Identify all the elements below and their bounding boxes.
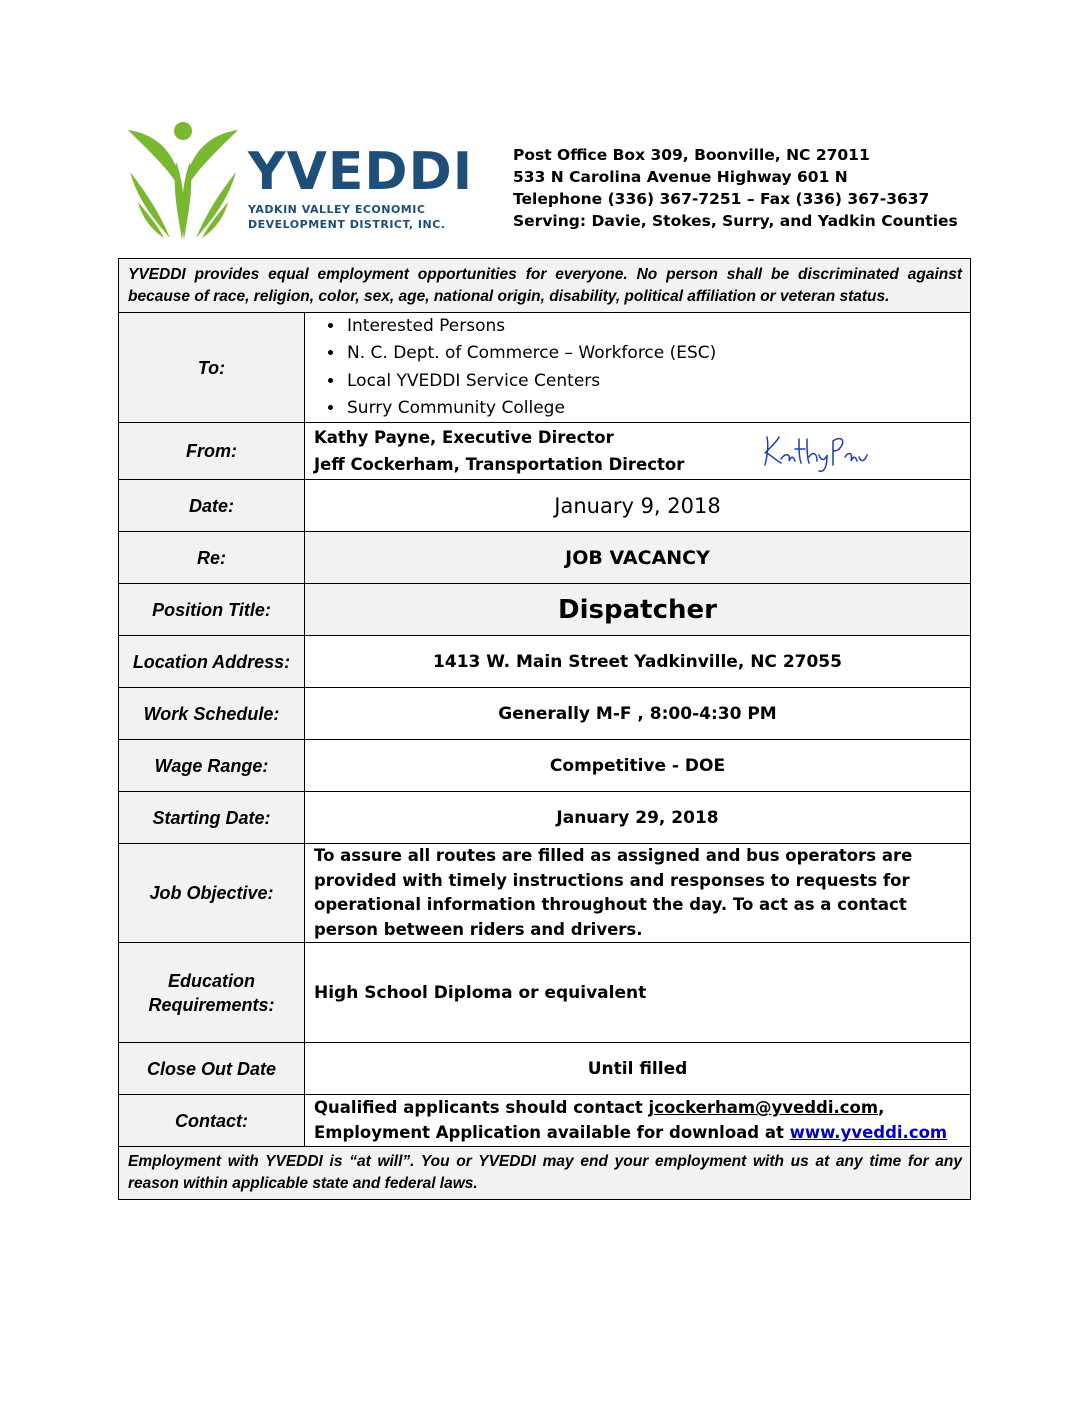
start-date-label: Starting Date: [119, 792, 305, 844]
date-row [119, 480, 971, 532]
location-value: 1413 W. Main Street Yadkinville, NC 27055 [305, 636, 971, 688]
address-line: Post Office Box 309, Boonville, NC 27011 [513, 146, 870, 164]
logo-subtitle-line1: YADKIN VALLEY ECONOMIC [248, 203, 426, 216]
logo-subtitle [248, 202, 445, 232]
re-label: Re: [119, 532, 305, 584]
date-value: January 9, 2018 [305, 480, 971, 532]
yveddi-logo [126, 122, 474, 240]
education-label-line1: Education [167, 970, 255, 991]
date-label: Date: [119, 480, 305, 532]
contact-label: Contact: [119, 1095, 305, 1147]
from-label: From: [119, 423, 305, 480]
from-line: Kathy Payne, Executive Director [314, 428, 614, 448]
wage-value: Competitive - DOE [305, 740, 971, 792]
start-date-value: January 29, 2018 [305, 792, 971, 844]
at-will-notice: Employment with YVEDDI is “at will”. You or YVEDDI may end your employment with us at any time for any reason within applicable state and federal laws. [119, 1147, 971, 1200]
logo-name: YVEDDI [248, 142, 474, 202]
contact-text: Qualified applicants should contact [314, 1098, 649, 1118]
location-label: Location Address: [119, 636, 305, 688]
schedule-value: Generally M-F , 8:00-4:30 PM [305, 688, 971, 740]
logo-subtitle-line2: DEVELOPMENT DISTRICT, INC. [248, 218, 446, 231]
from-row [119, 423, 971, 480]
signature-icon [761, 429, 871, 473]
education-label-line2: Requirements: [148, 994, 275, 1015]
education-row [119, 943, 971, 1043]
from-value [305, 423, 971, 480]
education-label [119, 943, 305, 1043]
to-value [305, 313, 971, 423]
objective-row [119, 844, 971, 943]
equal-opportunity-notice: YVEDDI provides equal employment opportunities for everyone. No person shall be discriminated against because of race, religion, color, sex, age, national origin, disability, political affiliation or veteran status. [119, 259, 971, 313]
contact-value [305, 1095, 971, 1147]
recipient-list [305, 313, 970, 422]
contact-row [119, 1095, 971, 1147]
to-row [119, 313, 971, 423]
objective-value: To assure all routes are filled as assigned and bus operators are provided with timely instructions and responses to requests for operational information throughout the day. To act as a contact person between riders and drivers. [305, 844, 971, 943]
closeout-value: Until filled [305, 1043, 971, 1095]
position-label: Position Title: [119, 584, 305, 636]
org-address-block [513, 144, 958, 232]
wage-label: Wage Range: [119, 740, 305, 792]
closeout-row [119, 1043, 971, 1095]
address-line: Serving: Davie, Stokes, Surry, and Yadkin Counties [513, 212, 958, 230]
contact-text: Employment Application available for download at [314, 1122, 790, 1142]
list-item: • Interested Persons [345, 313, 970, 340]
re-row [119, 532, 971, 584]
closeout-label: Close Out Date [119, 1043, 305, 1095]
address-line: 533 N Carolina Avenue Highway 601 N [513, 168, 848, 186]
list-item: • Local YVEDDI Service Centers [345, 368, 970, 395]
objective-label: Job Objective: [119, 844, 305, 943]
position-value: Dispatcher [305, 584, 971, 636]
location-row [119, 636, 971, 688]
job-vacancy-table [118, 258, 971, 1200]
position-row [119, 584, 971, 636]
contact-line2 [314, 1121, 970, 1146]
re-value: JOB VACANCY [305, 532, 971, 584]
education-value: High School Diploma or equivalent [305, 943, 971, 1043]
list-item: • Surry Community College [345, 395, 970, 422]
leaf-figure-icon [126, 122, 246, 240]
schedule-label: Work Schedule: [119, 688, 305, 740]
address-line: Telephone (336) 367-7251 – Fax (336) 367-3637 [513, 190, 930, 208]
contact-line1 [314, 1096, 970, 1121]
to-label: To: [119, 313, 305, 423]
contact-text: , [878, 1098, 885, 1118]
email-link[interactable]: jcockerham@yveddi.com [648, 1098, 879, 1118]
from-line: Jeff Cockerham, Transportation Director [314, 455, 685, 475]
list-item: • N. C. Dept. of Commerce – Workforce (ESC) [345, 340, 970, 367]
schedule-row [119, 688, 971, 740]
website-link[interactable]: www.yveddi.com [789, 1122, 948, 1142]
wage-row [119, 740, 971, 792]
start-date-row [119, 792, 971, 844]
